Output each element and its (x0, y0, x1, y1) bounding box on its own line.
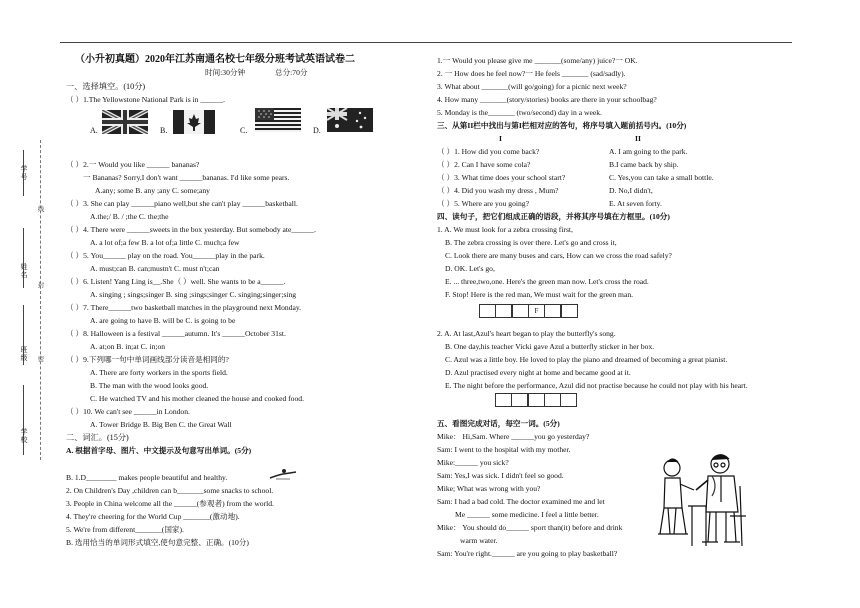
answer-box[interactable] (544, 304, 561, 318)
canada-flag-icon (173, 110, 215, 134)
label-name: 姓名 (20, 263, 28, 279)
section-1-heading: 一、选择填空。(10分) (66, 82, 146, 91)
question-9-option-a: A. There are forty workers in the sports field. (90, 368, 228, 377)
dialog-line-8: Mike： You should do______ sport than(it) before and drink (437, 523, 623, 532)
ordering-1-f: F. Stop! Here is the red man, We must wait for the green man. (445, 290, 634, 299)
answer-boxes-2[interactable] (495, 393, 577, 407)
question-8: （ ）8. Halloween is a festival ______autumn. It's ______October 31st. (66, 329, 286, 338)
ordering-2-b: B. One day,his teacher Vicki gave Azul a butterfly sticker in her box. (445, 342, 655, 351)
question-1: （ ）1.The Yellowstone National Park is in ______. (66, 95, 226, 104)
answer-box[interactable] (479, 304, 496, 318)
question-6-options: A. singing ; sings;singer B. sing ;sings;singer C. singing;singer;sing (90, 290, 297, 299)
question-5-options: A. must;can B. can;mustn't C. must n't;can (90, 264, 220, 273)
form-question-5: 5. Monday is the_______ (two/second) day in a week. (437, 108, 602, 117)
dialog-line-7: Me ______ some medicine. I feel a little better. (455, 510, 599, 519)
dialog-line-5: Mike; What was wrong with you? (437, 484, 541, 493)
question-8-options: A. at;on B. in;at C. in;on (90, 342, 166, 351)
binding-line (40, 140, 41, 460)
answer-box[interactable] (560, 393, 577, 407)
match-answer-b: B.I came back by ship. (609, 160, 679, 169)
column-ii-header: II (635, 134, 641, 143)
ordering-1-a: 1. A. We must look for a zebra crossing first, (437, 225, 573, 234)
question-7-options: A. are going to have B. will be C. is going to be (90, 316, 236, 325)
match-answer-a: A. I am going to the park. (609, 147, 688, 156)
dialog-line-3: Mike:______ you sick? (437, 458, 509, 467)
question-6: （ ）6. Listen! Yang Ling is__.She（ ）well. She wants to be a______. (66, 277, 286, 286)
doctor-patient-illustration (652, 446, 750, 550)
ordering-1-d: D. OK. Let's go, (445, 264, 495, 273)
question-10-options: A. Tower Bridge B. Big Ben C. the Great Wall (90, 420, 232, 429)
word-question-1: B. 1.D________ makes people beautiful and healthy. (66, 473, 228, 482)
answer-box[interactable] (561, 304, 578, 318)
dancer-icon (268, 468, 298, 482)
question-5: （ ）5. You______ play on the road. You______play in the park. (66, 251, 265, 260)
dialog-line-10: Sam: You're right.______ are you going to play basketball? (437, 549, 618, 558)
answer-box-filled[interactable]: F (528, 304, 545, 318)
label-class: 班级 (20, 346, 28, 362)
dialog-line-9: warm water. (460, 536, 498, 545)
dialog-line-6: Sam: I had a bad cold. The doctor examined me and let (437, 497, 605, 506)
fill-line-school (23, 385, 24, 455)
ordering-2-e: E. The night before the performance, Azul did not practise because he could not play with his heart. (445, 381, 748, 390)
option-c-label: C. (240, 126, 248, 135)
section-3-heading: 三、从第II栏中找出与第I栏相对应的答句，将序号填入题前括号内。(10分) (437, 121, 687, 130)
match-answer-c: C. Yes,you can take a small bottle. (609, 173, 714, 182)
question-9: （ ）9.下列哪一句中单词画线部分读音是相同的? (66, 355, 229, 364)
answer-boxes-1[interactable] (479, 304, 577, 318)
section-2a-heading: A. 根据首字母、图片、中文提示及句意写出单词。(5分) (66, 446, 252, 455)
form-question-1: 1.一 Would you please give me _______(some/any) juice?一 OK. (437, 56, 638, 65)
mark-dense: 密 (37, 356, 45, 363)
fill-line-name (23, 228, 24, 288)
question-3: （ ）3. She can play ______piano well,but she can't play ______basketball. (66, 199, 298, 208)
match-answer-d: D. No,I didn't, (609, 186, 653, 195)
option-b-label: B. (160, 126, 168, 135)
match-question-4: （ ）4. Did you wash my dress , Mum? (437, 186, 559, 195)
dialog-line-2: Sam: I went to the hospital with my mother. (437, 445, 571, 454)
column-i-header: I (499, 134, 502, 143)
ordering-2-c: C. Azul was a little boy. He loved to play the piano and dreamed of becoming a great pianist. (445, 355, 728, 364)
ordering-2-d: D. Azul practised every night at home and became good at it. (445, 368, 631, 377)
ordering-1-b: B. The zebra crossing is over there. Let's go and cross it, (445, 238, 617, 247)
match-answer-e: E. At seven forty. (609, 199, 662, 208)
question-2-options: A.any; some B. any ;any C. some;any (95, 186, 210, 195)
label-school: 学校 (20, 428, 28, 444)
answer-box[interactable] (512, 304, 529, 318)
form-question-3: 3. What about _______(will go/going) for a picnic next week? (437, 82, 627, 91)
question-4: （ ）4. There were ______sweets in the box yesterday. But somebody ate______. (66, 225, 317, 234)
question-9-option-b: B. The man with the wood looks good. (90, 381, 209, 390)
ordering-1-c: C. Look there are many buses and cars, How can we cross the road safely? (445, 251, 672, 260)
match-question-1: （ ）1. How did you come back? (437, 147, 540, 156)
match-question-3: （ ）3. What time does your school start? (437, 173, 566, 182)
uk-flag-icon (102, 110, 148, 134)
answer-box[interactable] (544, 393, 561, 407)
usa-flag-icon (255, 108, 301, 132)
match-question-2: （ ）2. Can I have some cola? (437, 160, 531, 169)
ordering-1-e: E. ... three,two,one. Here's the green man now. Let's cross the road. (445, 277, 649, 286)
exam-title: （小升初真题）2020年江苏南通名校七年级分班考试英语试卷二 (75, 54, 355, 65)
question-4-options: A. a lot of;a few B. a lot of;a little C. much;a few (90, 238, 240, 247)
answer-box[interactable] (528, 393, 545, 407)
mark-seal: 封 (37, 282, 45, 289)
question-10: （ ）10. We can't see ______in London. (66, 407, 190, 416)
exam-time: 时间:30分钟 (205, 68, 246, 77)
question-2-line-2: 一 Bananas? Sorry,I don't want ______bananas. I'd like some pears. (83, 173, 290, 182)
form-question-2: 2. 一 How does he feel now?一 He feels _______ (sad/sadly). (437, 69, 626, 78)
answer-box[interactable] (495, 304, 512, 318)
section-5-heading: 五、看图完成对话，每空一词。(5分) (437, 419, 560, 428)
ordering-2-a: 2. A. At last,Azul's heart began to play the butterfly's song. (437, 329, 616, 338)
word-question-5: 5. We're from different_______(国家). (66, 525, 184, 534)
question-9-option-c: C. He watched TV and his mother cleaned the house and cooked food. (90, 394, 304, 403)
header-rule (60, 42, 792, 43)
australia-flag-icon (327, 108, 373, 132)
mark-line: 线 (37, 206, 45, 213)
word-question-3: 3. People in China welcome all the ______(参观者) from the world. (66, 499, 274, 508)
question-7: （ ）7. There______two basketball matches in the playground next Monday. (66, 303, 302, 312)
option-d-label: D. (313, 126, 321, 135)
label-student-no: 学号 (20, 165, 28, 181)
option-a-label: A. (90, 126, 98, 135)
answer-box[interactable] (511, 393, 528, 407)
dialog-line-4: Sam: Yes,I was sick. I didn't feel so good. (437, 471, 564, 480)
section-2-heading: 二、词汇。(15分) (66, 433, 129, 442)
section-4-heading: 四、读句子，把它们组成正确的语段，并将其序号填在方框里。(10分) (437, 212, 670, 221)
exam-score: 总分:70分 (275, 68, 308, 77)
question-2: （ ）2.一 Would you like ______ bananas? (66, 160, 200, 169)
answer-box[interactable] (495, 393, 512, 407)
question-3-options: A.the;/ B. / ;the C. the;the (90, 212, 169, 221)
match-question-5: （ ）5. Where are you going? (437, 199, 529, 208)
dialog-line-1: Mike： Hi,Sam. Where ______you go yesterday? (437, 432, 590, 441)
word-question-2: 2. On Children's Day ,children can b_______some snacks to school. (66, 486, 274, 495)
section-2b-heading: B. 选用恰当的单词形式填空,使句意完整、正确。(10分) (66, 538, 249, 547)
form-question-4: 4. How many _______(story/stories) books are there in your schoolbag? (437, 95, 657, 104)
word-question-4: 4. They're cheering for the World Cup _______(激动地). (66, 512, 240, 521)
